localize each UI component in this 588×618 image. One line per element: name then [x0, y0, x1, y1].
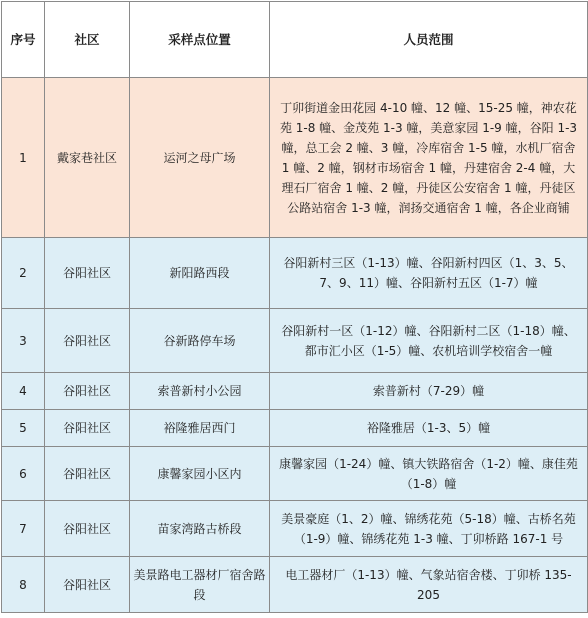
table-row	[2, 238, 588, 309]
row-site: 新阳路西段	[130, 238, 270, 309]
row-site: 运河之母广场	[130, 78, 270, 238]
row-site: 裕隆雅居西门	[130, 410, 270, 447]
row-site: 苗家湾路古桥段	[130, 501, 270, 557]
row-no: 4	[2, 373, 45, 410]
sampling-sites-table	[1, 1, 588, 613]
header-row	[2, 2, 588, 78]
row-no: 7	[2, 501, 45, 557]
row-site: 索普新村小公园	[130, 373, 270, 410]
header-site: 采样点位置	[130, 2, 270, 78]
row-scope: 裕隆雅居（1-3、5）幢	[270, 410, 588, 447]
row-scope: 谷阳新村三区（1-13）幢、谷阳新村四区（1、3、5、7、9、11）幢、谷阳新村五区（1-7）幢	[270, 238, 588, 309]
row-site: 美景路电工器材厂宿舍路段	[130, 557, 270, 613]
row-scope: 康馨家园（1-24）幢、镇大铁路宿舍（1-2）幢、康佳苑（1-8）幢	[270, 447, 588, 501]
header-scope: 人员范围	[270, 2, 588, 78]
row-no: 5	[2, 410, 45, 447]
row-scope: 丁卯街道金田花园 4-10 幢、12 幢、15-25 幢，神农花苑 1-8 幢、金茂苑 1-3 幢，美意家园 1-9 幢，谷阳 1-3 幢，总工会 2 幢、3 幢，冷库宿舍 1-5 幢，水机厂宿舍 1 幢、2 幢，钢材市场宿舍 1 幢，丹建宿舍 2-4 幢，大理石厂宿舍 1 幢、2 幢，丹徒区公安宿舍 1 幢，丹徒区公路站宿舍 1-3 幢，润扬交通宿舍 1 幢，各企业商铺	[270, 78, 588, 238]
table-row	[2, 557, 588, 613]
row-community: 谷阳社区	[45, 373, 130, 410]
row-no: 8	[2, 557, 45, 613]
header-no: 序号	[2, 2, 45, 78]
header-community: 社区	[45, 2, 130, 78]
row-site: 康馨家园小区内	[130, 447, 270, 501]
row-community: 谷阳社区	[45, 238, 130, 309]
row-scope: 索普新村（7-29）幢	[270, 373, 588, 410]
table-row	[2, 410, 588, 447]
table-row	[2, 447, 588, 501]
row-community: 谷阳社区	[45, 309, 130, 373]
row-no: 2	[2, 238, 45, 309]
row-no: 6	[2, 447, 45, 501]
table-row	[2, 309, 588, 373]
table-row	[2, 373, 588, 410]
row-no: 1	[2, 78, 45, 238]
row-community: 谷阳社区	[45, 447, 130, 501]
row-community: 戴家巷社区	[45, 78, 130, 238]
table-row	[2, 78, 588, 238]
table-row	[2, 501, 588, 557]
row-scope: 美景豪庭（1、2）幢、锦绣花苑（5-18）幢、古桥名苑（1-9）幢、锦绣花苑 1-3 幢、丁卯桥路 167-1 号	[270, 501, 588, 557]
row-scope: 电工器材厂（1-13）幢、气象站宿舍楼、丁卯桥 135-205	[270, 557, 588, 613]
row-site: 谷新路停车场	[130, 309, 270, 373]
row-scope: 谷阳新村一区（1-12）幢、谷阳新村二区（1-18）幢、都市汇小区（1-5）幢、农机培训学校宿舍一幢	[270, 309, 588, 373]
row-no: 3	[2, 309, 45, 373]
row-community: 谷阳社区	[45, 501, 130, 557]
row-community: 谷阳社区	[45, 410, 130, 447]
row-community: 谷阳社区	[45, 557, 130, 613]
